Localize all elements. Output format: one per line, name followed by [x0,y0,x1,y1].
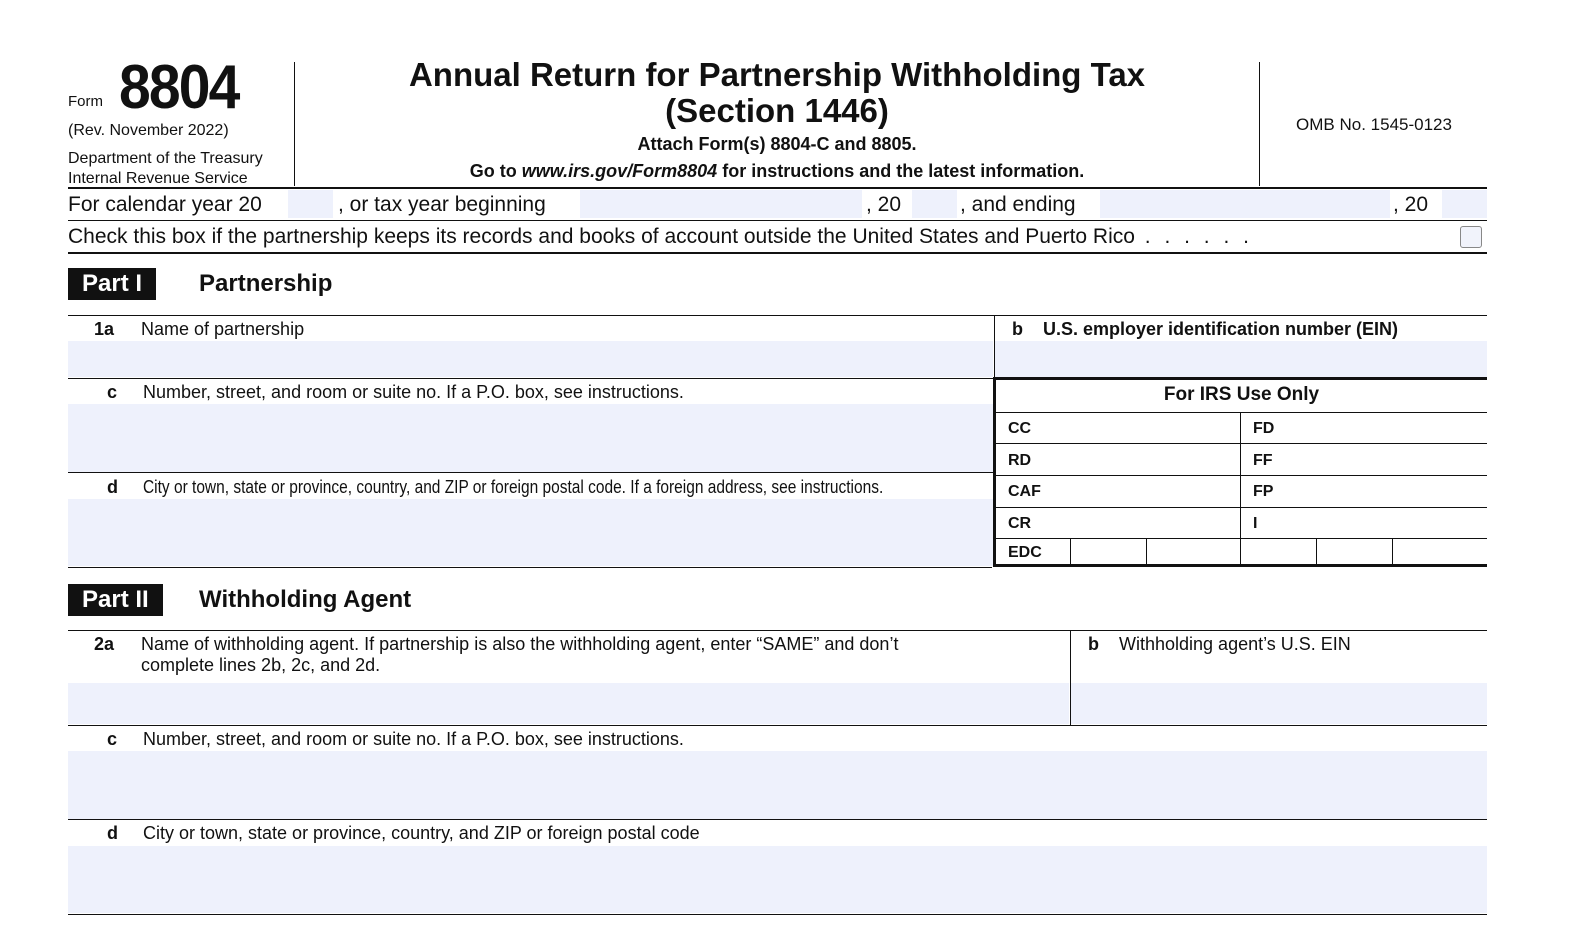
line-1d-number: d [107,477,118,497]
line-1b-number: b [1012,319,1023,339]
outside-us-text: Check this box if the partnership keeps its records and books of account outside the United States and Puerto Rico [68,225,1135,248]
line-1c-number: c [107,382,118,402]
partnership-name-input[interactable] [68,341,993,377]
line-2c-rule [68,819,1487,820]
tax-year-ending-input[interactable] [1100,190,1390,218]
agent-name-input[interactable] [68,683,1069,724]
form-word: Form [68,93,103,110]
line-1a-number: 1a [94,319,115,339]
irs-code-cr: CR [1008,515,1032,532]
form-revision: (Rev. November 2022) [68,122,229,139]
irs-use-box [993,377,1487,567]
form-subtitle: (Section 1446) [665,92,889,129]
edc-divider-4 [1392,538,1393,567]
header-divider-right [1259,62,1260,186]
goto-suffix: for instructions and the latest information. [722,161,1085,181]
leader-dots: . . . . . . [1144,225,1253,248]
part1-badge: Part I [68,268,156,300]
agent-street-input[interactable] [68,751,1487,819]
line-2d-label: City or town, state or province, country, and ZIP or foreign postal code [143,823,700,843]
instructions-note [296,161,1258,182]
irs-code-edc: EDC [1008,544,1042,561]
line-2c-number: c [107,729,118,749]
agent-ein-input[interactable] [1071,683,1487,724]
agent-city-input[interactable] [68,846,1487,913]
tax-year-beginning-label: , or tax year beginning [338,193,546,216]
line-2a-rule [68,725,1487,726]
irs-row-rule-1 [996,443,1487,444]
irs-row-rule-0 [996,412,1487,413]
irs-code-i: I [1253,515,1258,532]
edc-divider-2 [1146,538,1147,567]
part1-top-rule [68,315,1487,316]
beginning-year-input[interactable] [912,190,957,218]
outside-us-rule [68,252,1487,254]
header-divider-left [294,62,295,186]
agency: Internal Revenue Service [68,170,248,187]
goto-prefix: Go to [469,161,517,181]
irs-row-rule-3 [996,507,1487,508]
partnership-street-input[interactable] [68,404,993,472]
line-2b-number: b [1088,634,1099,654]
line-2c-label: Number, street, and room or suite no. If a P.O. box, see instructions. [143,729,684,749]
irs-code-rd: RD [1008,452,1032,469]
calendar-year-input[interactable] [288,190,333,218]
irs-code-cc: CC [1008,420,1032,437]
partnership-ein-input[interactable] [995,341,1487,377]
irs-code-fd: FD [1253,420,1275,437]
line-2a-label-line2: complete lines 2b, 2c, and 2d. [141,655,381,675]
line-1b-label: U.S. employer identification number (EIN) [1043,319,1399,339]
line-2b-label: Withholding agent’s U.S. EIN [1119,634,1351,654]
calendar-year-label: For calendar year 20 [68,193,262,216]
irs-code-ff: FF [1253,452,1273,469]
line-1d-label: City or town, state or province, country, and ZIP or foreign postal code. If a foreign address, see instructions. [143,477,884,497]
tax-year-rule [68,220,1487,221]
partnership-city-input[interactable] [68,499,993,566]
part2-top-rule [68,630,1487,631]
line-1c-rule [68,472,993,473]
irs-col-divider [1240,412,1241,567]
edc-divider-3 [1316,538,1317,567]
ending-year-input[interactable] [1442,190,1487,218]
form-title: Annual Return for Partnership Withholding Tax [408,56,1146,93]
part2-title: Withholding Agent [199,586,412,613]
irs-use-title: For IRS Use Only [1163,384,1320,405]
line-1a-label: Name of partnership [141,319,305,339]
outside-us-checkbox[interactable] [1460,226,1482,248]
irs-code-caf: CAF [1008,483,1041,500]
tax-year-ending-label: , and ending [960,193,1076,216]
line-2a-label [141,634,898,676]
department-block [68,149,263,189]
line-2a-number: 2a [94,634,115,654]
line-1c-label: Number, street, and room or suite no. If a P.O. box, see instructions. [143,382,684,402]
part2-bottom-rule [68,914,1487,915]
omb-number: OMB No. 1545-0123 [1296,115,1452,134]
part1-title: Partnership [199,270,333,297]
part1-bottom-rule [68,567,992,568]
ending-year-prefix: , 20 [1393,193,1429,216]
department: Department of the Treasury [68,150,263,167]
irs-code-fp: FP [1253,483,1274,500]
form-number: 8804 [119,53,239,122]
line-1a-rule [68,378,993,379]
header-rule [68,187,1487,189]
irs-row-rule-2 [996,475,1487,476]
attach-note: Attach Form(s) 8804-C and 8805. [637,134,917,154]
outside-us-label [68,225,1253,249]
part2-badge: Part II [68,584,163,616]
line-2a-label-line1: Name of withholding agent. If partnership is also the withholding agent, enter “SAME” and don’t [141,634,899,654]
irs-url-link[interactable]: www.irs.gov/Form8804 [521,161,718,181]
line-2d-number: d [107,823,118,843]
beginning-year-prefix: , 20 [866,193,902,216]
tax-year-beginning-input[interactable] [580,190,862,218]
edc-divider-1 [1070,538,1071,567]
